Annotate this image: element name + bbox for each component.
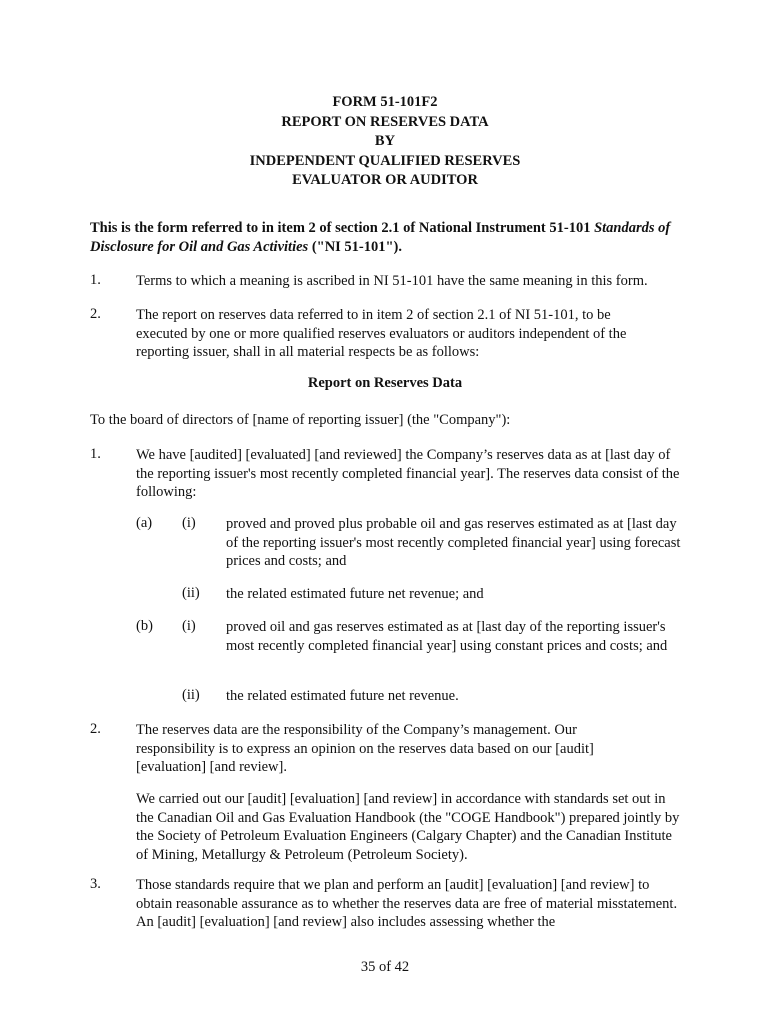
item-number: 2. bbox=[90, 306, 101, 322]
report-item-text: The reserves data are the responsibility of the Company’s management. Our responsibility is to express an opinion on the reserves data based on our [audit] [evaluation] [and review]. bbox=[136, 722, 594, 775]
report-heading: Report on Reserves Data bbox=[307, 375, 463, 391]
sub-item-text: the related estimated future net revenue. bbox=[226, 688, 459, 704]
salutation: To the board of directors of [name of reporting issuer] (the "Company"): bbox=[90, 412, 511, 428]
sub-item-label: (ii) bbox=[182, 687, 200, 703]
intro-paragraph bbox=[90, 219, 690, 256]
sub-item-label: (ii) bbox=[182, 585, 200, 601]
form-number: FORM 51-101F2 bbox=[332, 94, 438, 110]
intro-text-end: ("NI 51-101"). bbox=[308, 238, 403, 255]
title-line: EVALUATOR OR AUDITOR bbox=[292, 172, 478, 188]
sub-item-text: proved and proved plus probable oil and gas reserves estimated as at [last day of the reporting issuer's most recently completed financial year] using forecast prices and costs; and bbox=[226, 516, 681, 569]
title-line: BY bbox=[374, 133, 396, 149]
page-number: 35 of 42 bbox=[360, 959, 410, 975]
sub-item-text: proved oil and gas reserves estimated as at [last day of the reporting issuer's most recently completed financial year] using constant prices and costs; and bbox=[226, 619, 668, 654]
item-number: 1. bbox=[90, 446, 101, 462]
coge-paragraph: We carried out our [audit] [evaluation] [and review] in accordance with standards set out in the Canadian Oil and Gas Evaluation Handbook (the "COGE Handbook") prepared jointly by the Society of Petroleum Evaluation Engineers (Calgary Chapter) and the Canadian Institute of Mining, Metallurgy & Petroleum (Petroleum Society). bbox=[136, 791, 680, 863]
report-item-text: Those standards require that we plan and perform an [audit] [evaluation] [and review] to obtain reasonable assurance as to whether the reserves data are free of material misstatement. An [audit] [evaluation] [and review] also includes assessing whether the bbox=[136, 877, 678, 930]
intro-text: This is the form referred to in item 2 of section 2.1 of National Instrument 51-101 bbox=[90, 220, 595, 236]
sub-item-label: (i) bbox=[182, 515, 196, 531]
sub-item-text: the related estimated future net revenue; and bbox=[226, 586, 484, 602]
sub-item-label: (a) bbox=[136, 515, 153, 531]
title-line: INDEPENDENT QUALIFIED RESERVES bbox=[249, 152, 521, 169]
sub-item-label: (i) bbox=[182, 618, 196, 634]
item-number: 3. bbox=[90, 876, 101, 892]
form-title bbox=[0, 93, 770, 191]
form-item-text: The report on reserves data referred to in item 2 of section 2.1 of NI 51-101, to be executed by one or more qualified reserves evaluators or auditors independent of the reporting issuer, shall in all material respects be as follows: bbox=[136, 307, 627, 360]
report-item-text: We have [audited] [evaluated] [and reviewed] the Company’s reserves data as at [last day of the reporting issuer's most recently completed financial year]. The reserves data consist of the following: bbox=[136, 447, 680, 500]
title-line: REPORT ON RESERVES DATA bbox=[281, 113, 489, 130]
item-number: 2. bbox=[90, 721, 101, 737]
form-item-text: Terms to which a meaning is ascribed in NI 51-101 have the same meaning in this form. bbox=[136, 273, 648, 289]
sub-item-label: (b) bbox=[136, 618, 153, 634]
item-number: 1. bbox=[90, 272, 101, 288]
intro-instrument-title: Standards of Disclosure for Oil and Gas Activities bbox=[90, 220, 671, 255]
